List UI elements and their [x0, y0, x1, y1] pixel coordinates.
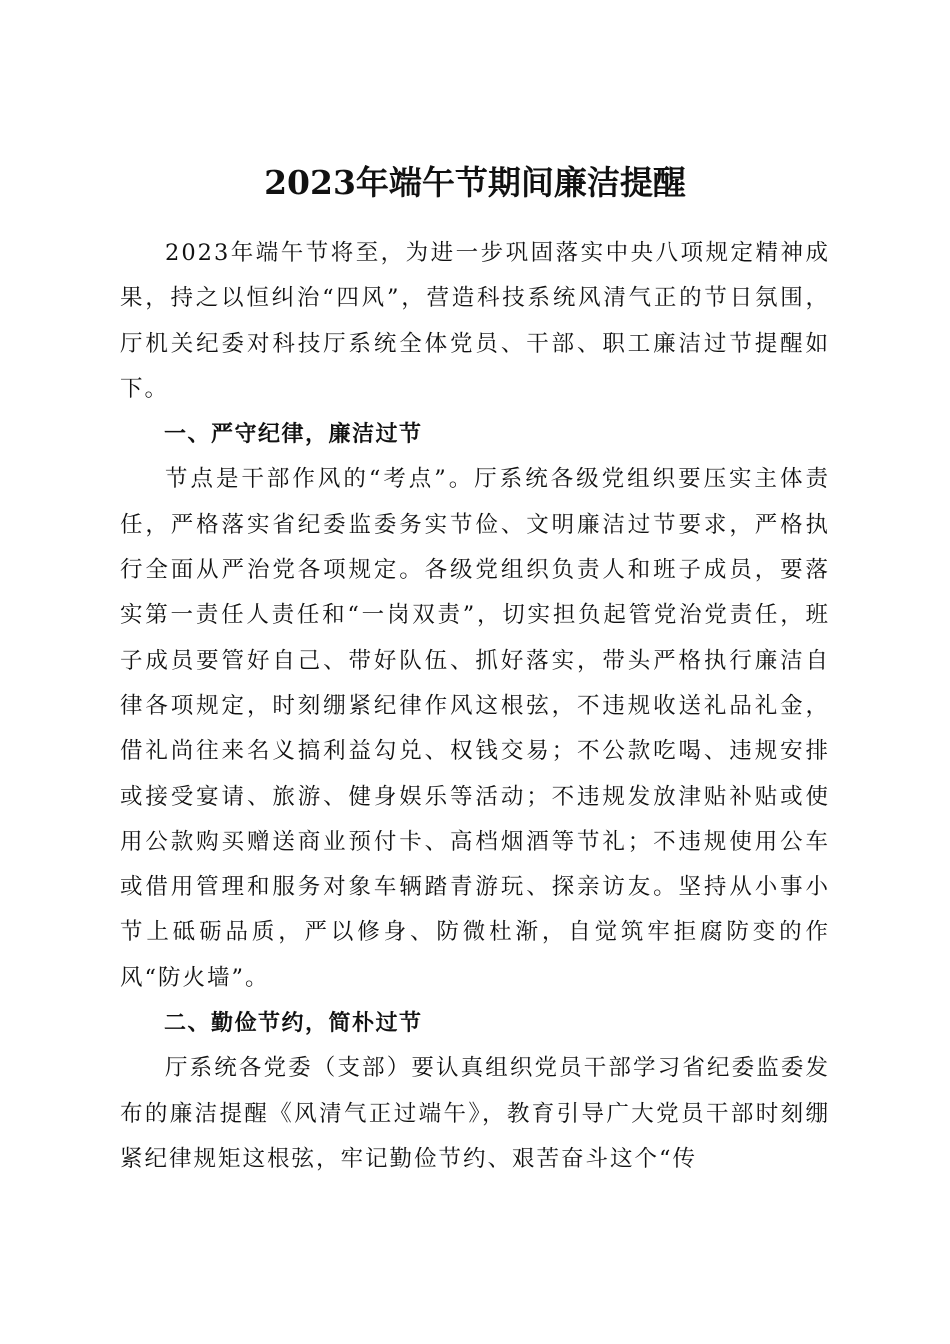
section-heading-1: 一、严守纪律，廉洁过节 — [164, 422, 423, 448]
document-body — [120, 231, 830, 1182]
section-paragraph-2: 厅系统各党委（支部）要认真组织党员干部学习省纪委监委发布的廉洁提醒《风清气正过端午》，教育引导广大党员干部时刻绷紧纪律规矩这根弦，牢记勤俭节约、艰苦奋斗这个“传 — [120, 1055, 830, 1172]
section-heading-2: 二、勤俭节约，简朴过节 — [164, 1011, 423, 1037]
section-paragraph-1: 节点是干部作风的“考点”。厅系统各级党组织要压实主体责任，严格落实省纪委监委务实节俭、文明廉洁过节要求，严格执行全面从严治党各项规定。各级党组织负责人和班子成员，要落实第一责任人责任和“一岗双责”，切实担负起管党治党责任，班子成员要管好自己、带好队伍、抓好落实，带头严格执行廉洁自律各项规定，时刻绷紧纪律作风这根弦，不违规收送礼品礼金，借礼尚往来名义搞利益勾兑、权钱交易；不公款吃喝、违规安排或接受宴请、旅游、健身娱乐等活动；不违规发放津贴补贴或使用公款购买赠送商业预付卡、高档烟酒等节礼；不违规使用公车或借用管理和服务对象车辆踏青游玩、探亲访友。坚持从小事小节上砥砺品质，严以修身、防微杜渐，自觉筑牢拒腐防变的作风“防火墙”。 — [120, 466, 830, 991]
document-title: 2023年端午节期间廉洁提醒 — [264, 163, 686, 203]
intro-paragraph: 2023年端午节将至，为进一步巩固落实中央八项规定精神成果，持之以恒纠治“四风”，营造科技系统风清气正的节日氛围，厅机关纪委对科技厅系统全体党员、干部、职工廉洁过节提醒如下。 — [120, 240, 830, 402]
